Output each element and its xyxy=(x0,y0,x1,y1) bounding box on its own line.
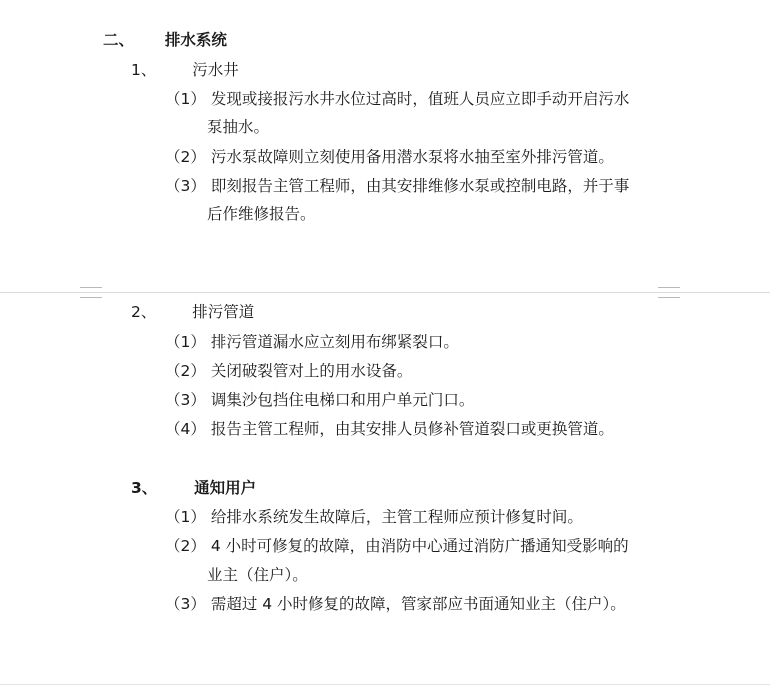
item-number: （1） xyxy=(165,333,206,351)
list-item xyxy=(165,361,412,381)
item-text: 调集沙包挡住电梯口和用户单元门口。 xyxy=(210,391,475,409)
list-item-continuation: 泵抽水。 xyxy=(207,118,270,136)
item-text: 关闭破裂管对上的用水设备。 xyxy=(210,362,413,380)
page-break-line xyxy=(0,292,770,293)
page-corner-mark-left xyxy=(80,287,102,298)
section-number: 二、 xyxy=(103,31,135,49)
list-item-continuation: 业主（住户）。 xyxy=(207,566,308,584)
item-number: （2） xyxy=(165,537,206,555)
subsection-heading-2 xyxy=(131,302,254,322)
section-title: 排水系统 xyxy=(164,31,227,49)
subsection-heading-3 xyxy=(131,478,256,498)
list-item xyxy=(165,89,629,109)
subsection-number: 3、 xyxy=(131,479,158,497)
section-heading xyxy=(103,30,227,50)
list-item xyxy=(165,176,629,196)
item-text: 报告主管工程师，由其安排人员修补管道裂口或更换管道。 xyxy=(210,420,614,438)
list-item xyxy=(165,419,614,439)
list-item-continuation: 后作维修报告。 xyxy=(207,205,316,223)
list-item xyxy=(165,536,629,556)
list-item xyxy=(165,507,583,527)
item-text: 4 小时可修复的故障，由消防中心通过消防广播通知受影响的 xyxy=(210,537,629,555)
list-item xyxy=(165,390,474,410)
subsection-title: 污水井 xyxy=(192,61,239,79)
item-text: 发现或接报污水井水位过高时，值班人员应立即手动开启污水 xyxy=(210,90,630,108)
item-text: 即刻报告主管工程师，由其安排维修水泵或控制电路，并于事 xyxy=(210,177,630,195)
subsection-number: 2、 xyxy=(131,303,157,321)
item-text: 给排水系统发生故障后，主管工程师应预计修复时间。 xyxy=(210,508,583,526)
page-corner-mark-right xyxy=(658,287,680,298)
subsection-heading-1 xyxy=(131,60,239,80)
item-number: （3） xyxy=(165,595,206,613)
page-bottom-edge xyxy=(0,684,770,685)
item-number: （3） xyxy=(165,177,206,195)
item-number: （2） xyxy=(165,362,206,380)
list-item xyxy=(165,147,614,167)
item-text: 排污管道漏水应立刻用布绑紧裂口。 xyxy=(210,333,459,351)
list-item xyxy=(165,332,459,352)
subsection-title: 排污管道 xyxy=(192,303,255,321)
item-number: （1） xyxy=(165,90,206,108)
item-text: 污水泵故障则立刻使用备用潜水泵将水抽至室外排污管道。 xyxy=(210,148,614,166)
list-item xyxy=(165,594,626,614)
item-number: （2） xyxy=(165,148,206,166)
subsection-title: 通知用户 xyxy=(194,479,257,497)
item-number: （1） xyxy=(165,508,206,526)
item-text: 需超过 4 小时修复的故障，管家部应书面通知业主（住户）。 xyxy=(210,595,626,613)
item-number: （3） xyxy=(165,391,206,409)
subsection-number: 1、 xyxy=(131,61,157,79)
item-number: （4） xyxy=(165,420,206,438)
